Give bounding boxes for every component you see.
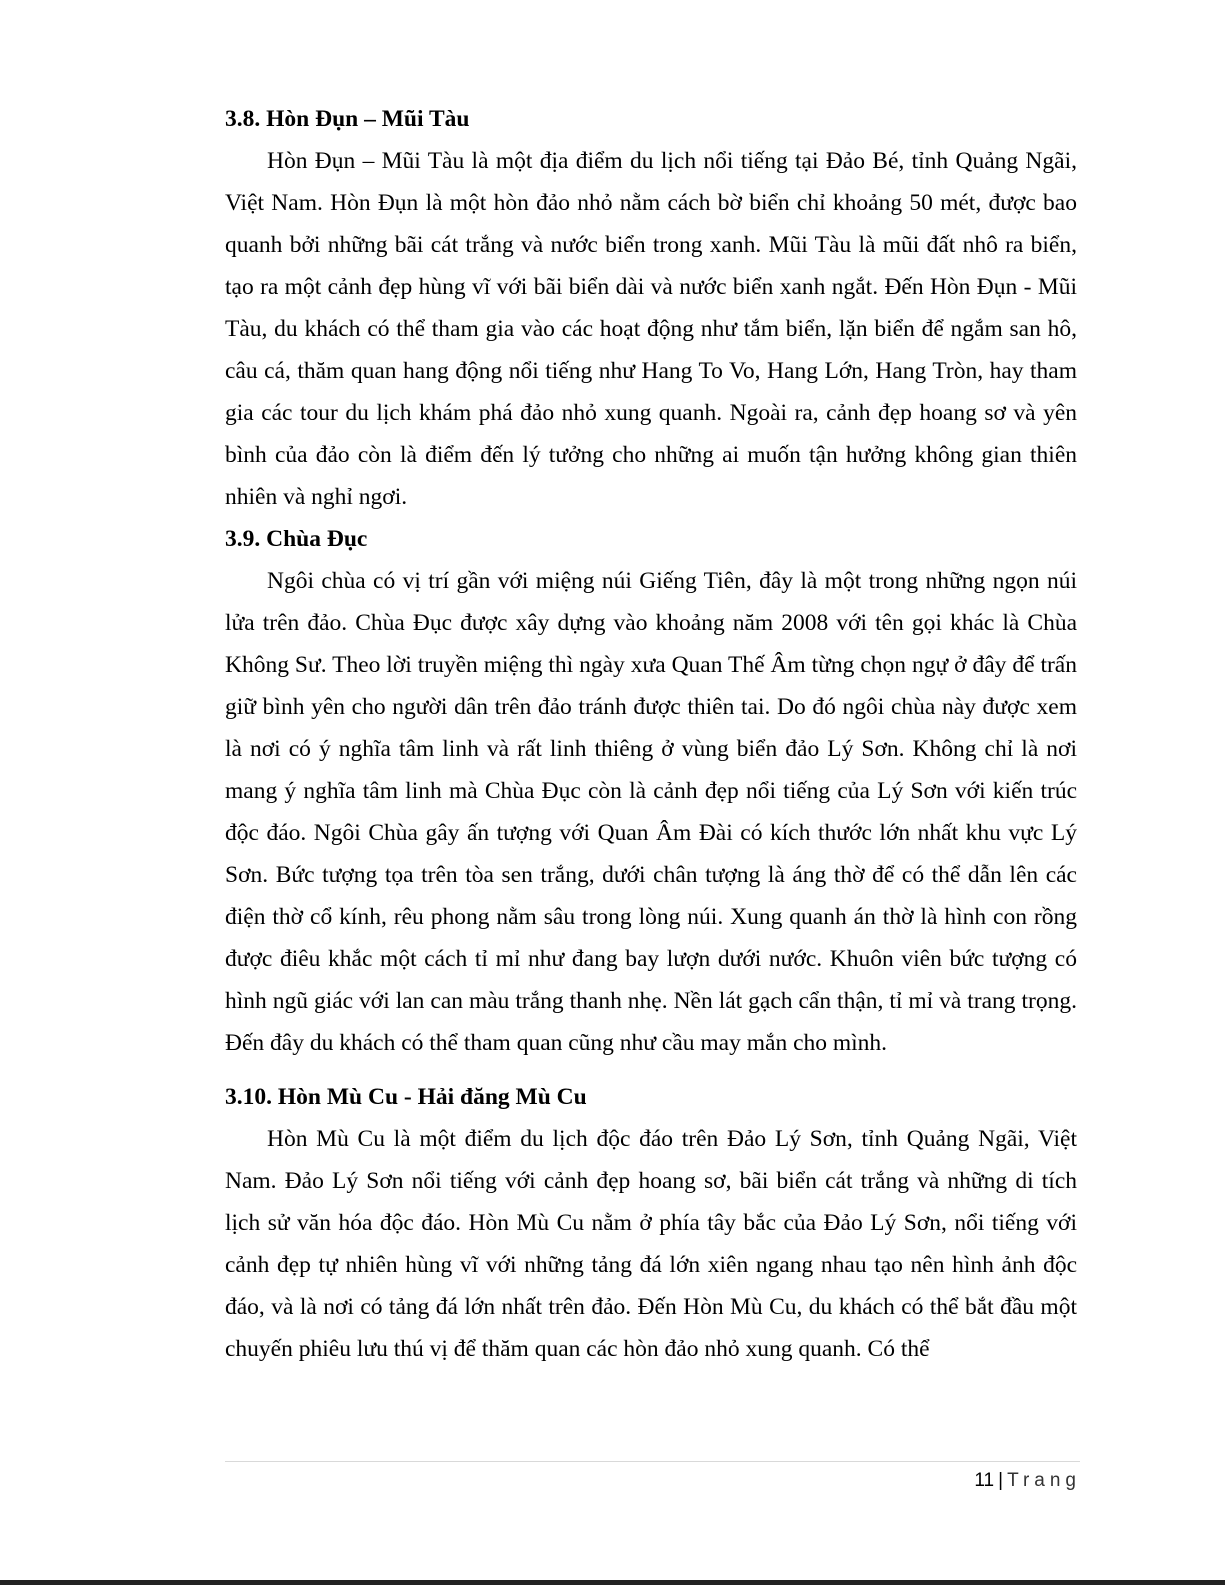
footer-divider bbox=[225, 1461, 1080, 1462]
section-title-3-8: 3.8. Hòn Đụn – Mũi Tàu bbox=[225, 106, 470, 132]
footer-separator: | bbox=[998, 1470, 1004, 1491]
section-paragraph-3-10: Hòn Mù Cu là một điểm du lịch độc đáo trên Đảo Lý Sơn, tỉnh Quảng Ngãi, Việt Nam. Đảo Lý Sơn nổi tiếng với cảnh đẹp hoang sơ, bãi biển cát trắng và những di tích lịch sử văn hóa độc đáo. Hòn Mù Cu nằm ở phía tây bắc của Đảo Lý Sơn, nổi tiếng với cảnh đẹp tự nhiên hùng vĩ với những tảng đá lớn xiên ngang nhau tạo nên hình ảnh độc đáo, và là nơi có tảng đá lớn nhất trên đảo. Đến Hòn Mù Cu, du khách có thể bắt đầu một chuyến phiêu lưu thú vị để thăm quan các hòn đảo nhỏ xung quanh. Có thể bbox=[225, 1126, 1077, 1362]
page-footer bbox=[974, 1468, 1081, 1494]
page-bottom-edge bbox=[0, 1580, 1225, 1585]
section-title-3-10: 3.10. Hòn Mù Cu - Hải đăng Mù Cu bbox=[225, 1084, 587, 1110]
document-body bbox=[225, 98, 1077, 1370]
page-label: Trang bbox=[1007, 1470, 1081, 1491]
section-paragraph-3-9: Ngôi chùa có vị trí gần với miệng núi Giếng Tiên, đây là một trong những ngọn núi lửa trên đảo. Chùa Đục được xây dựng vào khoảng năm 2008 với tên gọi khác là Chùa Không Sư. Theo lời truyền miệng thì ngày xưa Quan Thế Âm từng chọn ngự ở đây để trấn giữ bình yên cho người dân trên đảo tránh được thiên tai. Do đó ngôi chùa này được xem là nơi có ý nghĩa tâm linh và rất linh thiêng ở vùng biển đảo Lý Sơn. Không chỉ là nơi mang ý nghĩa tâm linh mà Chùa Đục còn là cảnh đẹp nổi tiếng của Lý Sơn với kiến trúc độc đáo. Ngôi Chùa gây ấn tượng với Quan Âm Đài có kích thước lớn nhất khu vực Lý Sơn. Bức tượng tọa trên tòa sen trắng, dưới chân tượng là áng thờ để có thể dẫn lên các điện thờ cổ kính, rêu phong nằm sâu trong lòng núi. Xung quanh án thờ là hình con rồng được điêu khắc một cách tỉ mỉ như đang bay lượn dưới nước. Khuôn viên bức tượng có hình ngũ giác với lan can màu trắng thanh nhẹ. Nền lát gạch cẩn thận, tỉ mỉ và trang trọng. Đến đây du khách có thể tham quan cũng như cầu may mắn cho mình. bbox=[225, 568, 1077, 1056]
section-title-3-9: 3.9. Chùa Đục bbox=[225, 526, 368, 552]
page-number: 11 bbox=[974, 1470, 995, 1491]
section-paragraph-3-8: Hòn Đụn – Mũi Tàu là một địa điểm du lịch nổi tiếng tại Đảo Bé, tỉnh Quảng Ngãi, Việt Nam. Hòn Đụn là một hòn đảo nhỏ nằm cách bờ biển chỉ khoảng 50 mét, được bao quanh bởi những bãi cát trắng và nước biển trong xanh. Mũi Tàu là mũi đất nhô ra biển, tạo ra một cảnh đẹp hùng vĩ với bãi biển dài và nước biển xanh ngắt. Đến Hòn Đụn - Mũi Tàu, du khách có thể tham gia vào các hoạt động như tắm biển, lặn biển để ngắm san hô, câu cá, thăm quan hang động nổi tiếng như Hang To Vo, Hang Lớn, Hang Tròn, hay tham gia các tour du lịch khám phá đảo nhỏ xung quanh. Ngoài ra, cảnh đẹp hoang sơ và yên bình của đảo còn là điểm đến lý tưởng cho những ai muốn tận hưởng không gian thiên nhiên và nghỉ ngơi. bbox=[225, 148, 1077, 510]
